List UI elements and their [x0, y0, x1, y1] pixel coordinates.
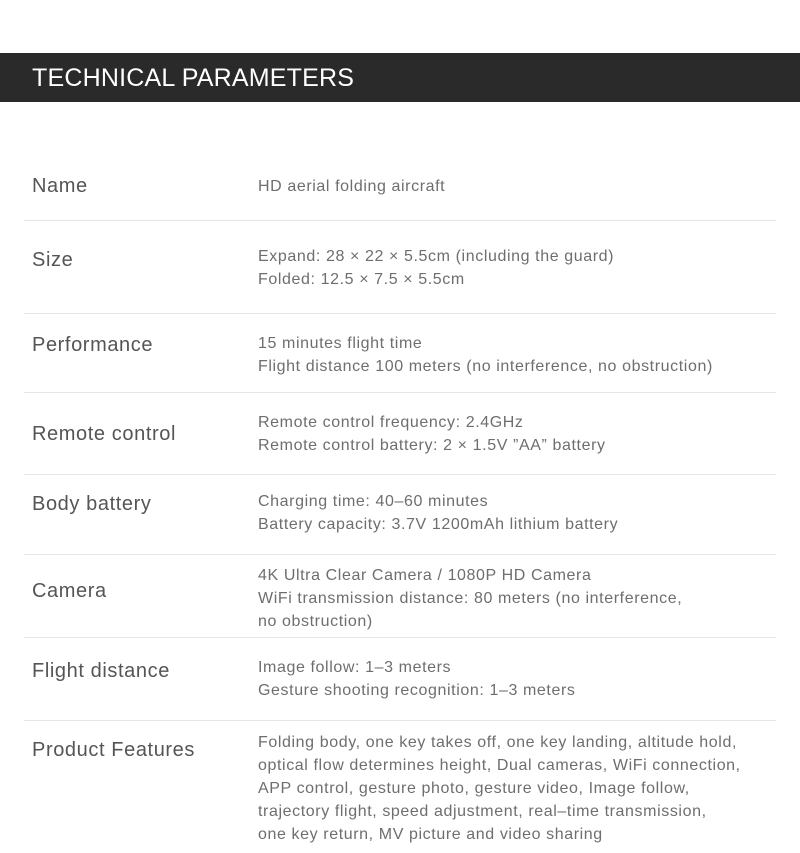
spec-value-product-features	[258, 731, 798, 846]
spec-label-flight-distance: Flight distance	[32, 660, 170, 682]
spec-label-body-battery: Body battery	[32, 493, 152, 515]
spec-value-size	[258, 245, 798, 291]
spec-value-line: Flight distance 100 meters (no interference, no obstruction)	[258, 358, 713, 375]
spec-label-name: Name	[32, 175, 88, 197]
spec-value-flight-distance	[258, 656, 798, 702]
spec-value-line: optical flow determines height, Dual cameras, WiFi connection,	[258, 757, 741, 774]
section-title: TECHNICAL PARAMETERS	[32, 64, 355, 92]
spec-value-line: 4K Ultra Clear Camera / 1080P HD Camera	[258, 567, 592, 584]
spec-label-size: Size	[32, 249, 74, 271]
row-divider	[24, 220, 776, 221]
spec-value-line: Gesture shooting recognition: 1–3 meters	[258, 682, 576, 699]
row-divider	[24, 637, 776, 638]
spec-label-camera: Camera	[32, 580, 107, 602]
spec-value-line: Expand: 28 × 22 × 5.5cm (including the guard)	[258, 248, 615, 265]
row-divider	[24, 474, 776, 475]
spec-value-line: Charging time: 40–60 minutes	[258, 493, 489, 510]
row-divider	[24, 720, 776, 721]
spec-value-line: APP control, gesture photo, gesture video, Image follow,	[258, 780, 690, 797]
spec-value-line: WiFi transmission distance: 80 meters (no interference,	[258, 590, 683, 607]
spec-label-remote-control: Remote control	[32, 423, 177, 445]
spec-value-line: Battery capacity: 3.7V 1200mAh lithium battery	[258, 516, 619, 533]
spec-value-line: HD aerial folding aircraft	[258, 178, 446, 195]
spec-value-line: Folded: 12.5 × 7.5 × 5.5cm	[258, 271, 465, 288]
spec-value-line: Image follow: 1–3 meters	[258, 659, 452, 676]
spec-value-line: 15 minutes flight time	[258, 335, 423, 352]
spec-value-line: one key return, MV picture and video sharing	[258, 826, 603, 843]
row-divider	[24, 313, 776, 314]
section-header-bar	[0, 53, 800, 102]
spec-value-line: Folding body, one key takes off, one key landing, altitude hold,	[258, 734, 737, 751]
spec-value-camera	[258, 564, 798, 633]
spec-value-name	[258, 175, 798, 198]
spec-label-product-features: Product Features	[32, 739, 196, 761]
spec-value-line: Remote control battery: 2 × 1.5V ”AA” battery	[258, 437, 606, 454]
spec-label-performance: Performance	[32, 334, 154, 356]
spec-value-body-battery	[258, 490, 798, 536]
spec-value-line: no obstruction)	[258, 613, 373, 630]
spec-value-performance	[258, 332, 798, 378]
spec-value-line: Remote control frequency: 2.4GHz	[258, 414, 524, 431]
spec-value-remote-control	[258, 411, 798, 457]
spec-value-line: trajectory flight, speed adjustment, real–time transmission,	[258, 803, 707, 820]
row-divider	[24, 392, 776, 393]
row-divider	[24, 554, 776, 555]
